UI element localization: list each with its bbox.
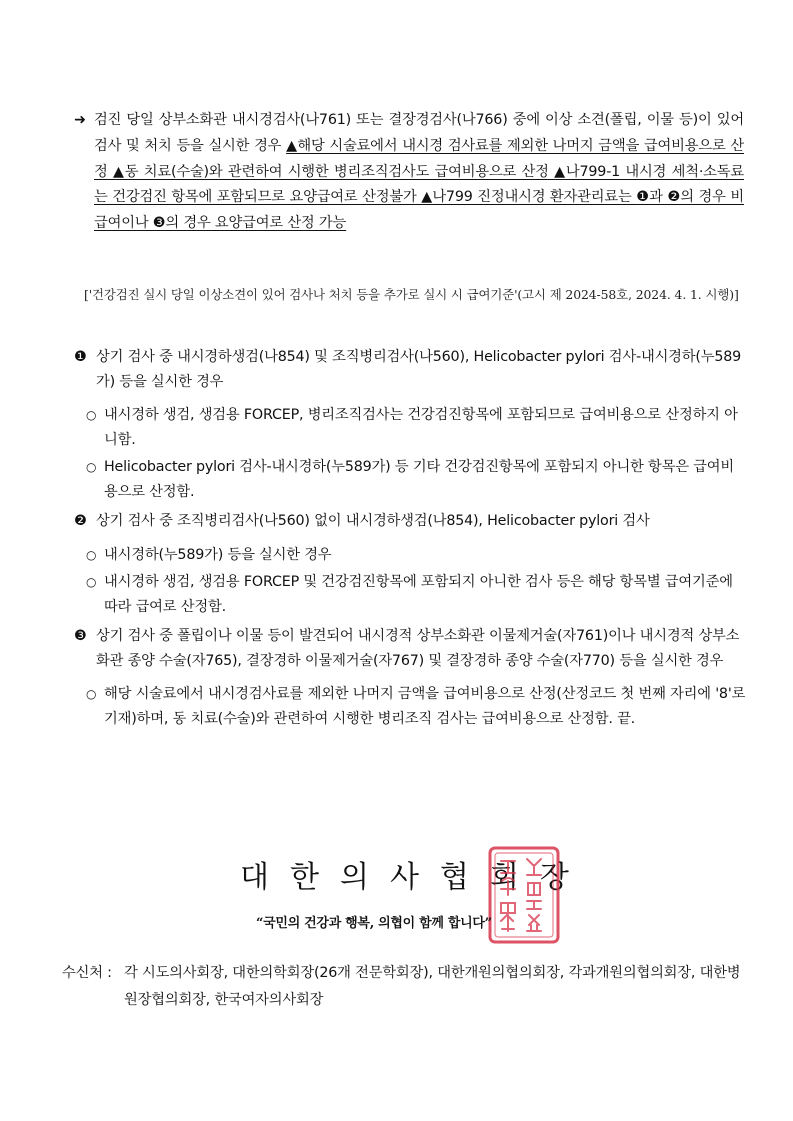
section-2-bullet-1 [74,543,746,568]
section-2 [74,509,746,619]
arrow-item [74,108,744,237]
recipients [62,960,752,1014]
bullet-icon: ○ [86,575,97,589]
bullet-icon: ○ [86,687,97,701]
section-1-bullet-2 [74,455,746,504]
recipients-label: 수신처 : [62,965,112,981]
arrow-item-underlined: ▲해당 시술료에서 내시경 검사료를 제외한 나머지 금액을 급여비용으로 산정 ▲동 치료(수술)와 관련하여 시행한 병리조직검사도 급여비용으로 산정 ▲나799-1 내시경 세척·소독료는 건강검진 항목에 포함되므로 요양급여로 산정불가 ▲나799 진정내시경 환자관리료는 ❶과 ❷의 경우 비급여이나 ❸의 경우 요양급여로 산정 가능 [94,137,744,232]
arrow-icon: ➜ [74,112,86,128]
recipients-list: 각 시도의사회장, 대한의학회장(26개 전문학회장), 대한개원의협의회장, 각과개원의협의회장, 대한병원장협의회장, 한국여자의사회장 [124,965,741,1008]
section-2-heading: 상기 검사 중 조직병리검사(나560) 없이 내시경하생검(나854), Helicobacter pylori 검사 [96,513,650,529]
bullet-text: Helicobacter pylori 검사-내시경하(누589가) 등 기타 건강검진항목에 포함되지 아니한 항목은 급여비용으로 산정함. [104,459,735,500]
section-1-bullet-1 [74,403,746,452]
organization-motto: “국민의 건강과 행복, 의협이 함께 합니다” [256,916,492,931]
section-3-number: ❸ [74,628,87,644]
section-1-heading: 상기 검사 중 내시경하생검(나854) 및 조직병리검사(나560), Helicobacter pylori 검사-내시경하(누589가) 등을 실시한 경우 [96,349,742,390]
bullet-text: 내시경하 생검, 생검용 FORCEP, 병리조직검사는 건강검진항목에 포함되므로 급여비용으로 산정하지 아니함. [104,407,738,448]
arrow-item-text [94,108,744,237]
official-seal-icon [487,845,561,945]
section-3-heading: 상기 검사 중 폴립이나 이물 등이 발견되어 내시경적 상부소화관 이물제거술(자761)이나 내시경적 상부소화관 종양 수술(자765), 결장경하 이물제거술(자767) 및 결장경하 종양 수술(자770) 등을 실시한 경우 [96,628,740,669]
section-3 [74,624,746,731]
section-3-bullet-1 [74,682,746,731]
bullet-text: 해당 시술료에서 내시경검사료를 제외한 나머지 금액을 급여비용으로 산정(산정코드 첫 번째 자리에 '8'로 기재)하며, 동 치료(수술)와 관련하여 시행한 병리조직 검사는 급여비용으로 산정함. 끝. [104,686,746,727]
bullet-icon: ○ [86,547,97,562]
bullet-icon: ○ [86,408,97,422]
bullet-text: 내시경하 생검, 생검용 FORCEP 및 건강검진항목에 포함되지 아니한 검사 등은 해당 항목별 급여기준에 따라 급여로 산정함. [104,574,733,615]
organization-signature: 대한의사협회장 [240,860,590,895]
bullet-text: 내시경하(누589가) 등을 실시한 경우 [104,546,332,563]
section-2-bullet-2 [74,570,746,619]
section-1-number: ❶ [74,349,87,365]
bullet-icon: ○ [86,460,97,474]
section-2-number: ❷ [74,513,87,529]
arrow-item-intro: 검진 당일 상부소화관 내시경검사(나761) 또는 결장경검사(나766) 중에 이상 소견(폴립, 이물 등)이 있어 검사 및 처치 등을 실시한 경우 [94,112,744,154]
section-1 [74,345,746,504]
reference-note: ['건강검진 실시 당일 이상소견이 있어 검사나 처치 등을 추가로 실시 시 급여기준'(고시 제 2024-58호, 2024. 4. 1. 시행)] [84,287,739,302]
